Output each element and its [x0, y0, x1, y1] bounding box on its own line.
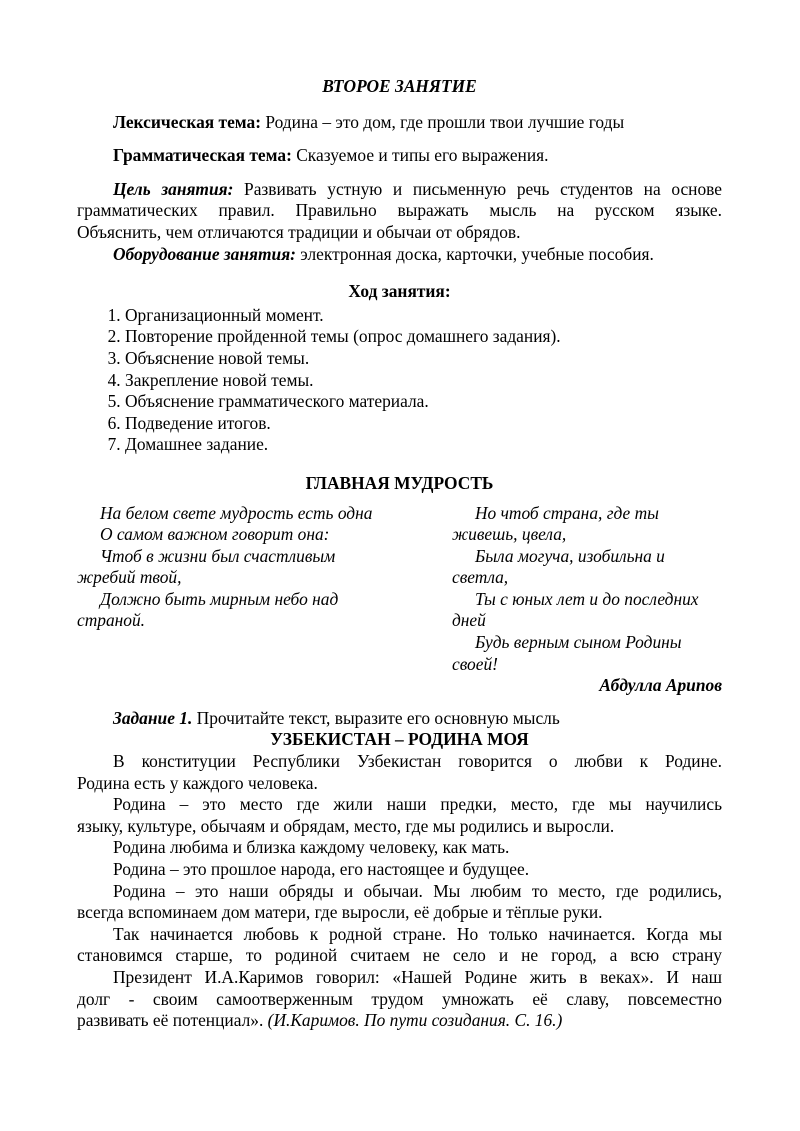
- progress-heading: Ход занятия:: [348, 281, 451, 302]
- text-line-end: развивать её потенциал».: [77, 1010, 264, 1031]
- text-line: Президент И.А.Каримов говорил: «Нашей Родине жить в веках». И наш: [113, 966, 722, 987]
- document-page: [77, 72, 722, 1032]
- progress-list: [77, 305, 722, 456]
- text-line: Родина – это прошлое народа, его настоящее и будущее.: [113, 859, 530, 879]
- list-item: 3. Объяснение новой темы.: [125, 348, 722, 370]
- lesson-title: ВТОРОЕ ЗАНЯТИЕ: [322, 76, 477, 96]
- citation: (И.Каримов. По пути созидания. С. 16.): [263, 1010, 563, 1031]
- grammar-topic-label: Грамматическая тема:: [113, 145, 292, 166]
- poem-heading: ГЛАВНАЯ МУДРОСТЬ: [305, 472, 494, 493]
- poem-column-left: [77, 503, 377, 676]
- lexical-topic-text: Родина – это дом, где прошли твои лучшие годы: [261, 111, 625, 132]
- task-instruction: [77, 708, 722, 730]
- poem-line: своей!: [452, 653, 498, 674]
- lexical-topic: [77, 112, 722, 134]
- text-line: Родина – это наши обряды и обычаи. Мы любим то место, где родились,: [113, 880, 722, 901]
- poem-line: Была могуча, изобильна и: [475, 545, 665, 566]
- poem-author: Абдулла Арипов: [599, 675, 722, 696]
- text-line: всегда вспоминаем дом матери, где выросли, её добрые и тёплые руки.: [77, 902, 603, 923]
- task-text: Прочитайте текст, выразите его основную мысль: [192, 707, 560, 728]
- lesson-goal: [77, 179, 722, 244]
- poem-line: жребий твой,: [77, 567, 182, 588]
- text-title: УЗБЕКИСТАН – РОДИНА МОЯ: [270, 729, 529, 750]
- list-item: 7. Домашнее задание.: [125, 434, 722, 456]
- goal-text-1: Развивать устную и письменную речь студентов на основе: [233, 178, 722, 199]
- grammar-topic-text: Сказуемое и типы его выражения.: [291, 145, 549, 166]
- poem: [77, 503, 722, 676]
- poem-line: Чтоб в жизни был счастливым: [100, 545, 336, 566]
- lesson-equipment: [77, 244, 722, 266]
- text-line: Родина есть у каждого человека.: [77, 772, 318, 793]
- task-label: Задание 1.: [113, 707, 193, 728]
- list-item: 5. Объяснение грамматического материала.: [125, 391, 722, 413]
- lexical-topic-label: Лексическая тема:: [113, 111, 262, 132]
- list-item: 6. Подведение итогов.: [125, 413, 722, 435]
- list-item: 4. Закрепление новой темы.: [125, 370, 722, 392]
- text-line: [77, 1010, 722, 1032]
- text-line: долг - своим самоотверженным трудом умножать её славу, повсеместно: [77, 988, 722, 1009]
- text-line: Так начинается любовь к родной стране. Но только начинается. Когда мы: [113, 923, 722, 944]
- equipment-label: Оборудование занятия:: [113, 243, 296, 264]
- equipment-text: электронная доска, карточки, учебные пособия.: [295, 243, 654, 264]
- grammar-topic: [77, 145, 722, 167]
- text-line: Родина – это место где жили наши предки, место, где мы научились: [113, 794, 722, 815]
- list-item: 1. Организационный момент.: [125, 305, 722, 327]
- list-item: 2. Повторение пройденной темы (опрос домашнего задания).: [125, 326, 722, 348]
- poem-column-right: [452, 503, 722, 676]
- poem-line: На белом свете мудрость есть одна: [100, 502, 373, 523]
- poem-line: Будь верным сыном Родины: [475, 632, 682, 653]
- poem-line: страной.: [77, 610, 146, 631]
- text-line: становимся старше, то родиной считаем не село и не город, а всю страну: [77, 945, 722, 966]
- text-line: Родина любима и близка каждому человеку, как мать.: [113, 837, 510, 858]
- goal-label: Цель занятия:: [113, 178, 234, 199]
- poem-line: Но чтоб страна, где ты: [475, 502, 659, 523]
- poem-line: живешь, цвела,: [452, 524, 567, 545]
- text-line: В конституции Республики Узбекистан говорится о любви к Родине.: [113, 751, 722, 772]
- poem-line: дней: [452, 610, 486, 631]
- poem-line: Ты с юных лет и до последних: [475, 588, 699, 609]
- poem-line: Должно быть мирным небо над: [100, 588, 339, 609]
- poem-line: О самом важном говорит она:: [100, 524, 330, 545]
- text-line: языку, культуре, обычаям и обрядам, место, где мы родились и выросли.: [77, 815, 615, 836]
- reading-text: [77, 751, 722, 1032]
- poem-line: светла,: [452, 567, 509, 588]
- goal-text-2: грамматических правил. Правильно выражать мысль на русском языке.: [77, 200, 722, 221]
- goal-text-3: Объяснить, чем отличаются традиции и обычаи от обрядов.: [77, 221, 521, 242]
